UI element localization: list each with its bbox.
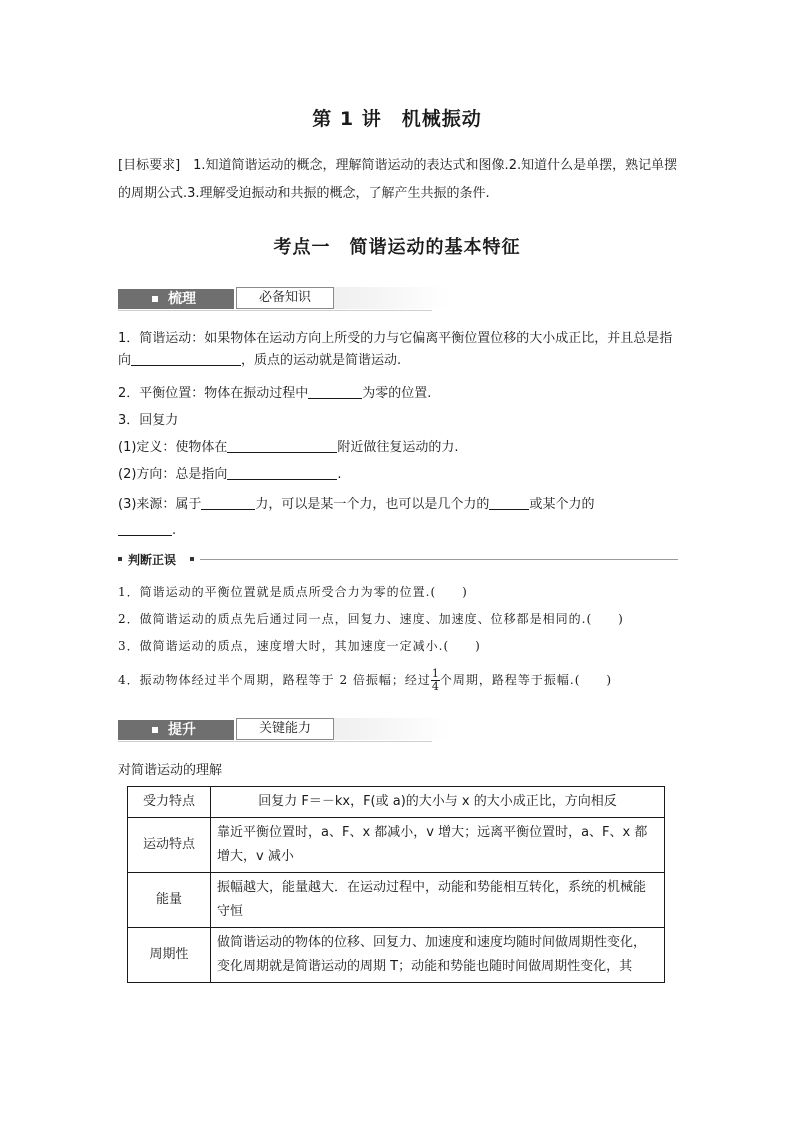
judge-item-3: 3．做简谐运动的质点，速度增大时，其加速度一定减小.( ) bbox=[118, 639, 481, 653]
table-row bbox=[128, 873, 665, 928]
knowledge-item-1: 1．简谐运动：如果物体在运动方向上所受的力与它偏离平衡位置位移的大小成正比，并且总是指向 ，质点的运动就是简谐运动. bbox=[118, 331, 673, 368]
page-title: 第 1 讲 机械振动 bbox=[312, 108, 482, 130]
fill-blank bbox=[227, 438, 337, 453]
row-header: 运动特点 bbox=[128, 818, 211, 873]
banner-dark-label: 梳理 bbox=[118, 289, 234, 309]
row-header: 能量 bbox=[128, 873, 211, 928]
row-content: 靠近平衡位置时，a、F、x 都减小，v 增大；远离平衡位置时，a、F、x 都增大，v 减小 bbox=[211, 818, 665, 873]
table-row bbox=[128, 787, 665, 818]
fill-blank bbox=[201, 495, 255, 510]
fill-blank bbox=[308, 384, 362, 399]
table-caption: 对简谐运动的理解 bbox=[118, 763, 223, 778]
fill-blank bbox=[118, 521, 172, 536]
fill-blank bbox=[131, 351, 241, 366]
banner-underline bbox=[118, 310, 432, 311]
row-content: 振幅越大，能量越大．在运动过程中，动能和势能相互转化，系统的机械能守恒 bbox=[211, 873, 665, 928]
judge-item-4: 4．振动物体经过半个周期，路程等于 2 倍振幅；经过 $\frac{1}{4}$ 个周期，路程等于振幅.( ) bbox=[118, 667, 613, 693]
goals-text: 1.知道简谐运动的概念，理解简谐运动的表达式和图像.2.知道什么是单摆，熟记单摆的周期公式.3.理解受迫振动和共振的概念，了解产生共振的条件. bbox=[118, 158, 678, 201]
banner-underline bbox=[118, 741, 432, 742]
row-content: 回复力 F＝－kx，F(或 a)的大小与 x 的大小成正比，方向相反 bbox=[211, 787, 665, 818]
knowledge-item-2: 2．平衡位置：物体在振动过程中 为零的位置. bbox=[118, 386, 432, 401]
section-title: 考点一 简谐运动的基本特征 bbox=[273, 237, 521, 258]
banner-subtitle: 关键能力 bbox=[236, 718, 334, 740]
knowledge-item-3-1: (1)定义：使物体在 附近做往复运动的力. bbox=[118, 440, 459, 455]
square-bullet-icon bbox=[152, 727, 158, 733]
table-row bbox=[128, 818, 665, 873]
square-bullet-icon bbox=[152, 296, 158, 302]
fill-blank bbox=[227, 465, 337, 480]
learning-goals bbox=[118, 152, 678, 208]
judge-item-1: 1．简谐运动的平衡位置就是质点所受合力为零的位置.( ) bbox=[118, 585, 468, 599]
square-bullet-icon bbox=[190, 557, 194, 561]
heading-rule bbox=[200, 559, 678, 560]
banner-review bbox=[118, 287, 432, 311]
square-bullet-icon bbox=[118, 557, 122, 561]
banner-improve bbox=[118, 718, 432, 742]
fraction: $\frac{1}{4}$ bbox=[431, 667, 439, 693]
judge-item-2: 2．做简谐运动的质点先后通过同一点，回复力、速度、加速度、位移都是相同的.( ) bbox=[118, 612, 624, 626]
goals-tag: [目标要求] bbox=[118, 158, 181, 173]
row-header: 受力特点 bbox=[128, 787, 211, 818]
knowledge-item-3-2: (2)方向：总是指向 . bbox=[118, 467, 342, 482]
judge-heading: 判断正误 bbox=[118, 552, 678, 568]
summary-table bbox=[127, 786, 665, 983]
knowledge-item-3: 3．回复力 bbox=[118, 413, 179, 428]
banner-dark-label: 提升 bbox=[118, 720, 234, 740]
fill-blank bbox=[489, 495, 529, 510]
row-header: 周期性 bbox=[128, 928, 211, 983]
banner-subtitle: 必备知识 bbox=[236, 287, 334, 309]
table-row bbox=[128, 928, 665, 983]
knowledge-item-3-3: (3)来源：属于 力，可以是某一个力，也可以是几个力的 或某个力的 . bbox=[118, 497, 595, 538]
row-content: 做简谐运动的物体的位移、回复力、加速度和速度均随时间做周期性变化，变化周期就是简谐运动的周期 T；动能和势能也随时间做周期性变化，其 bbox=[211, 928, 665, 983]
